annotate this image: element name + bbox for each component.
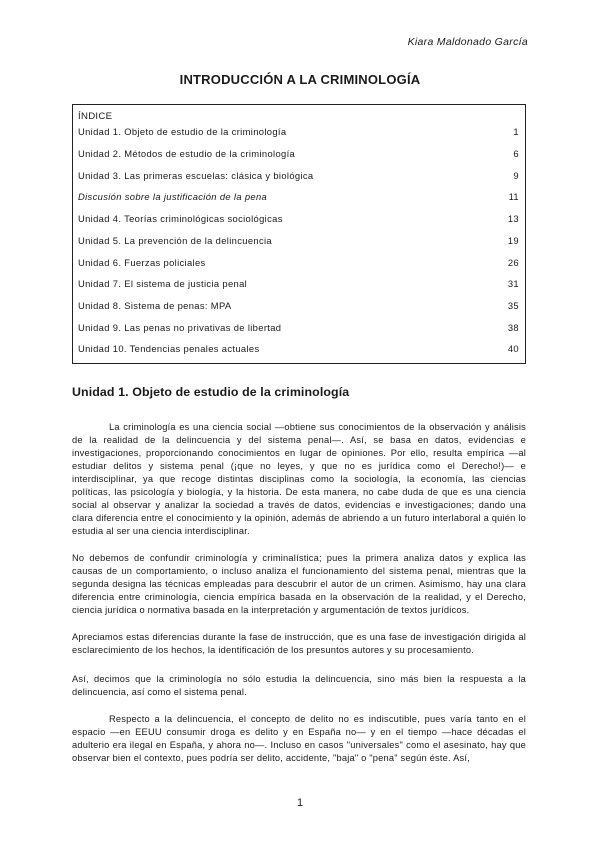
toc-entry[interactable] (78, 170, 519, 184)
toc-entry-title: Unidad 9. Las penas no privativas de libertad (78, 322, 282, 333)
body-paragraph: Apreciamos estas diferencias durante la fase de instrucción, que es una fase de investigación dirigida al esclarecimiento de los hechos, la identificación de los presuntos autores y su procesamiento. (72, 632, 526, 656)
toc-entry[interactable] (78, 235, 519, 249)
toc-entry[interactable] (78, 126, 519, 140)
document-title: INTRODUCCIÓN A LA CRIMINOLOGÍA (179, 72, 421, 87)
toc-entry-page: 26 (507, 257, 519, 268)
toc-entry[interactable] (78, 322, 519, 336)
body-paragraph: No debemos de confundir criminología y criminalística; pues la primera analiza datos y explica las causas de un comportamiento, o incluso analiza el funcionamiento del sistema penal, mientras que la segunda designa las técnicas empleadas para descubrir el autor de un crimen. Asimismo, hay una clara diferencia entre criminología, ciencia empírica basada en la observación de la realidad, y el Derecho, ciencia jurídica o normativa basada en la interpretación y argumentación de textos jurídicos. (72, 553, 526, 616)
table-of-contents (72, 104, 526, 364)
toc-entry[interactable] (78, 278, 519, 292)
toc-entry-page: 1 (513, 126, 519, 137)
toc-entry-title: Discusión sobre la justificación de la pena (78, 191, 268, 202)
toc-entry-title: Unidad 1. Objeto de estudio de la criminología (78, 126, 287, 137)
toc-entry-page: 6 (513, 148, 519, 159)
toc-entry-page: 9 (513, 170, 519, 181)
toc-entry[interactable] (78, 148, 519, 162)
toc-entry-page: 38 (507, 322, 519, 333)
page-number: 1 (296, 797, 304, 809)
toc-entry-title: Unidad 4. Teorías criminológicas sociológicas (78, 213, 283, 224)
toc-entry-page: 35 (507, 300, 519, 311)
toc-entry[interactable] (78, 191, 519, 205)
toc-entry[interactable] (78, 213, 519, 227)
toc-entry-page: 19 (507, 235, 519, 246)
toc-entry-title: Unidad 3. Las primeras escuelas: clásica y biológica (78, 170, 314, 181)
toc-entry-page: 11 (508, 191, 519, 202)
toc-entry-title: Unidad 6. Fuerzas policiales (78, 257, 206, 268)
toc-entry-title: Unidad 2. Métodos de estudio de la criminología (78, 148, 296, 159)
toc-heading: ÍNDICE (78, 111, 113, 122)
toc-entry-title: Unidad 7. El sistema de justicia penal (78, 278, 248, 289)
toc-entry-page: 13 (507, 213, 519, 224)
body-paragraph: La criminología es una ciencia social —obtiene sus conocimientos de la observación y análisis de la realidad de la delincuencia y del sistema penal—. Así, se basa en datos, evidencias e investigaciones, proporcionando conocimientos en lugar de opiniones. Por ello, resulta empírica —al estudiar delitos y sistema penal (¡que no leyes, y que no es jurídica como el Derecho!)— e interdisciplinar, ya que recoge distintas disciplinas como la sociología, la economía, las ciencias políticas, las psicología y biología, y la historia. De esta manera, no cabe duda de que es una ciencia social al observar y analizar la sociedad a través de datos, evidencias e investigaciones; dando una clara diferencia entre el conocimiento y la opinión, además de abriendo a un futuro interlaboral a quién lo estudia al ser una ciencia interdisciplinar. (72, 422, 526, 537)
toc-entry-page: 31 (507, 278, 519, 289)
toc-entry-title: Unidad 10. Tendencias penales actuales (78, 343, 260, 354)
author-header: Kiara Maldonado García (407, 36, 528, 48)
body-paragraph: Así, decimos que la criminología no sólo estudia la delincuencia, sino más bien la respuesta a la delincuencia, así como el sistema penal. (72, 674, 526, 698)
toc-entry-title: Unidad 5. La prevención de la delincuencia (78, 235, 272, 246)
toc-entry[interactable] (78, 343, 519, 357)
toc-entry[interactable] (78, 300, 519, 314)
body-paragraph: Respecto a la delincuencia, el concepto de delito no es indiscutible, pues varía tanto en el espacio —en EEUU consumir droga es delito y en España no— y en el tiempo —hace décadas el adulterio era ilegal en España, y ahora no—. Incluso en casos "universales" como el asesinato, hay que observar bien el contexto, pues podría ser delito, accidente, "baja" o "pena" según éste. Así, (72, 714, 526, 764)
toc-entry-title: Unidad 8. Sistema de penas: MPA (78, 300, 232, 311)
toc-entry[interactable] (78, 257, 519, 271)
toc-entry-page: 40 (507, 343, 519, 354)
section-heading: Unidad 1. Objeto de estudio de la criminología (72, 385, 350, 399)
